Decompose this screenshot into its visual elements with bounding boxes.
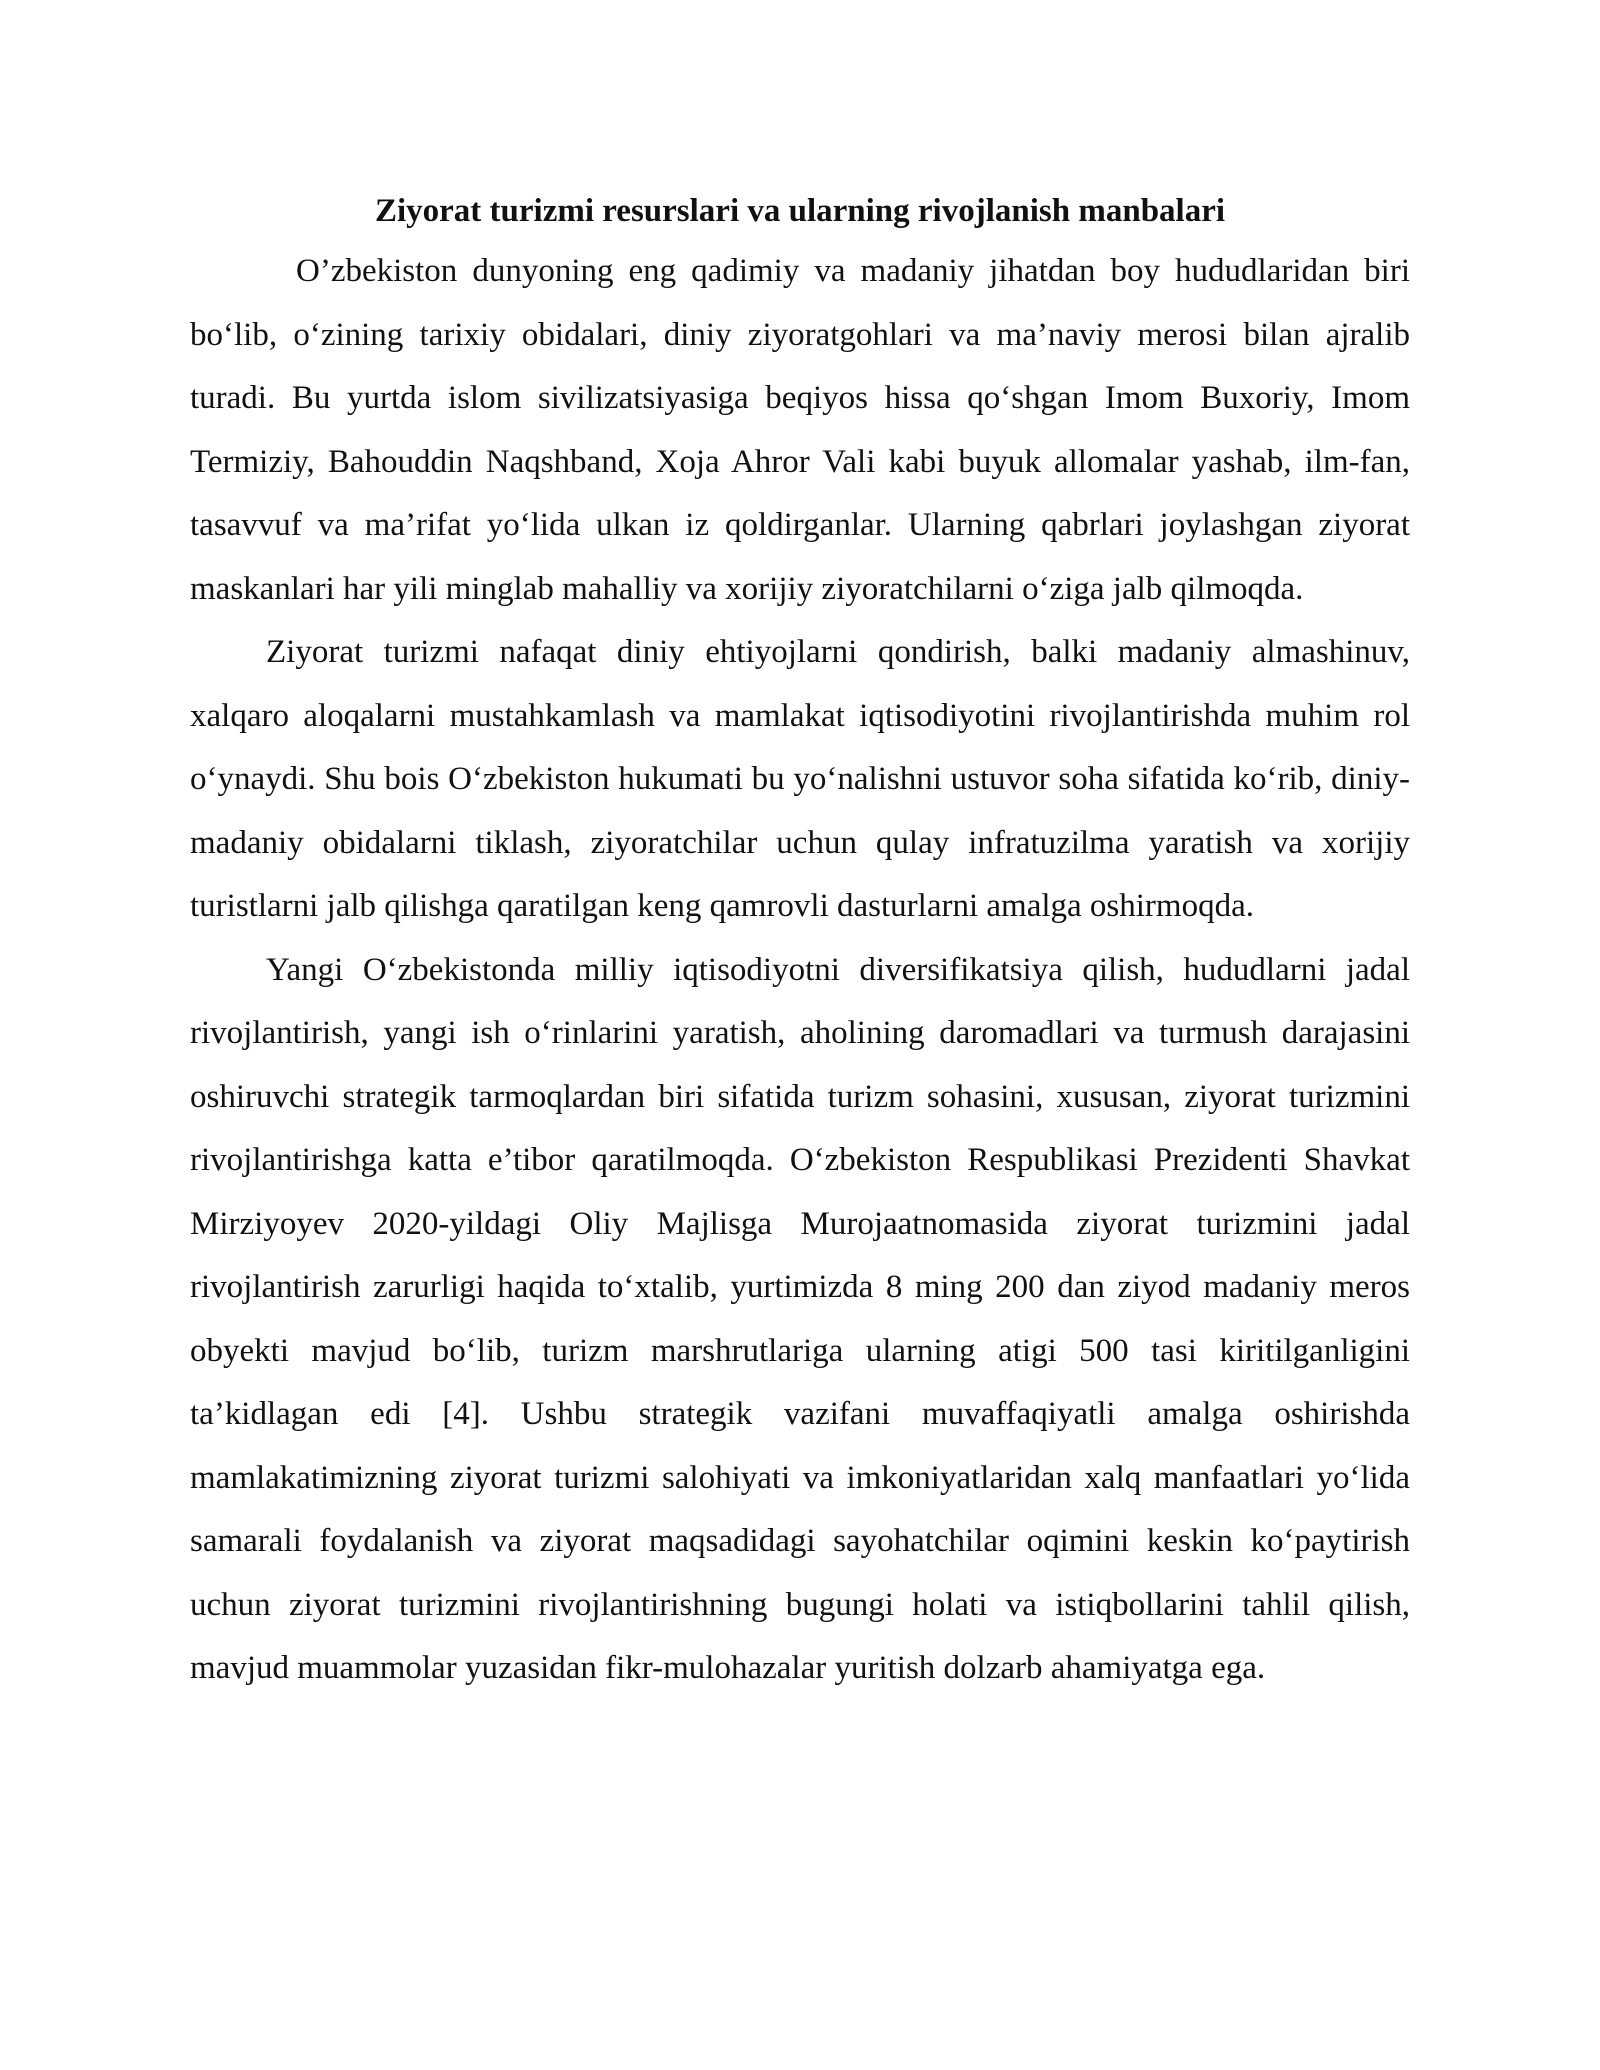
document-title: Ziyorat turizmi resurslari va ularning rivojlanish manbalari xyxy=(374,193,1226,229)
document-page xyxy=(190,186,1410,1701)
paragraph-intro: O’zbekiston dunyoning eng qadimiy va madaniy jihatdan boy hududlaridan biri bo‘lib, o‘zining tarixiy obidalari, diniy ziyoratgohlari va ma’naviy merosi bilan ajralib turadi. Bu yurtda islom sivilizatsiyasiga beqiyos hissa qo‘shgan Imom Buxoriy, Imom Termiziy, Bahouddin Naqshband, Xoja Ahror Vali kabi buyuk allomalar yashab, ilm-fan, tasavvuf va ma’rifat yo‘lida ulkan iz qoldirganlar. Ularning qabrlari joylashgan ziyorat maskanlari har yili minglab mahalliy va xorijiy ziyoratchilarni o‘ziga jalb qilmoqda. xyxy=(190,253,1410,607)
paragraph-new-uzbekistan: Yangi O‘zbekistonda milliy iqtisodiyotni diversifikatsiya qilish, hududlarni jadal rivojlantirish, yangi ish o‘rinlarini yaratish, aholining daromadlari va turmush darajasini oshiruvchi strategik tarmoqlardan biri sifatida turizm sohasini, xususan, ziyorat turizmini rivojlantirishga katta e’tibor qaratilmoqda. O‘zbekiston Respublikasi Prezidenti Shavkat Mirziyoyev 2020-yildagi Oliy Majlisga Murojaatnomasida ziyorat turizmini jadal rivojlantirish zarurligi haqida to‘xtalib, yurtimizda 8 ming 200 dan ziyod madaniy meros obyekti mavjud bo‘lib, turizm marshrutlariga ularning atigi 500 tasi kiritilganligini ta’kidlagan edi [4]. Ushbu strategik vazifani muvaffaqiyatli amalga oshirishda mamlakatimizning ziyorat turizmi salohiyati va imkoniyatlaridan xalq manfaatlari yo‘lida samarali foydalanish va ziyorat maqsadidagi sayohatchilar oqimini keskin ko‘paytirish uchun ziyorat turizmini rivojlantirishning bugungi holati va istiqbollarini tahlil qilish, mavjud muammolar yuzasidan fikr-mulohazalar yuritish dolzarb ahamiyatga ega. xyxy=(190,951,1410,1686)
paragraph-pilgrimage-role: Ziyorat turizmi nafaqat diniy ehtiyojlarni qondirish, balki madaniy almashinuv, xalqaro aloqalarni mustahkamlash va mamlakat iqtisodiyotini rivojlantirishda muhim rol o‘ynaydi. Shu bois O‘zbekiston hukumati bu yo‘nalishni ustuvor soha sifatida ko‘rib, diniy-madaniy obidalarni tiklash, ziyoratchilar uchun qulay infratuzilma yaratish va xorijiy turistlarni jalb qilishga qaratilgan keng qamrovli dasturlarni amalga oshirmoqda. xyxy=(190,634,1410,924)
